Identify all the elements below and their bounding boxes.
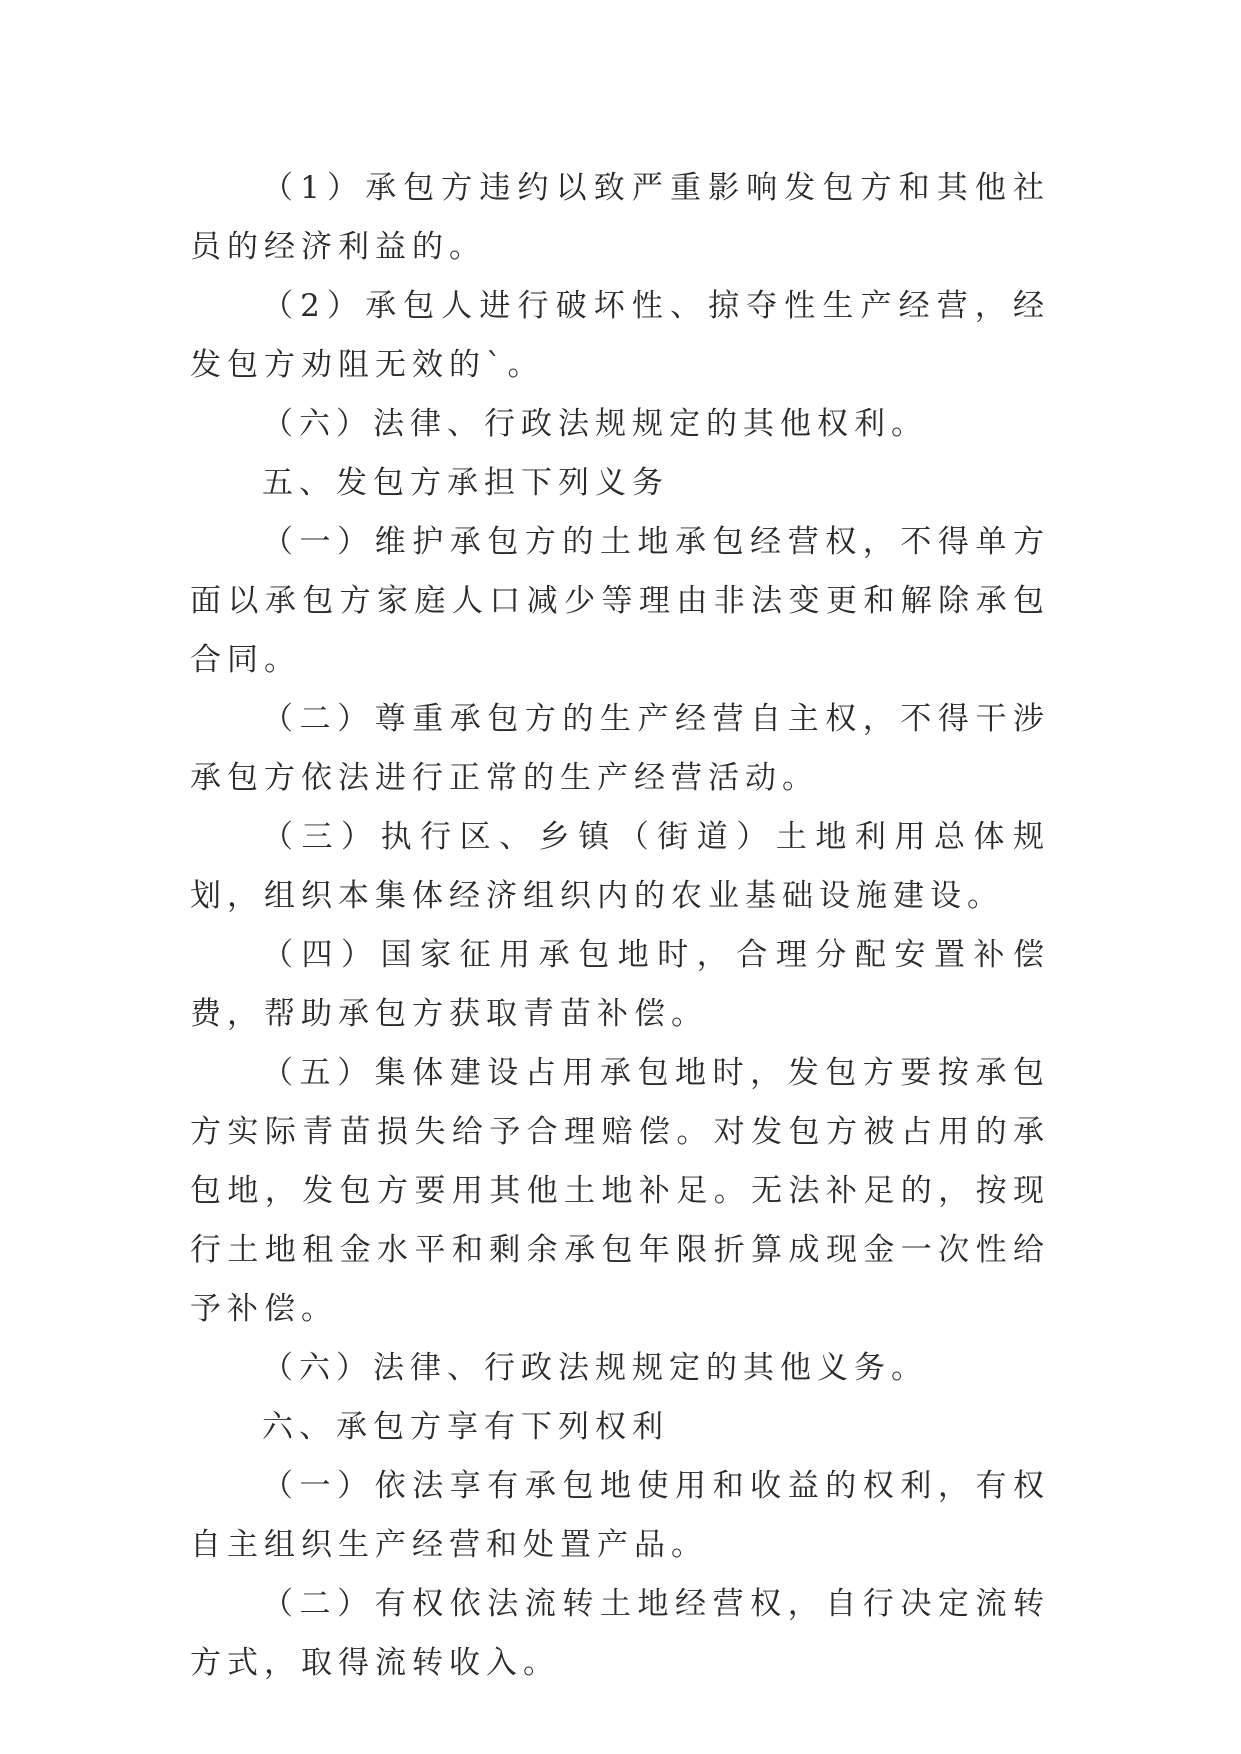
document-body [190,159,1050,1693]
paragraph-other-rights: （六）法律、行政法规规定的其他权利。 [262,406,928,442]
paragraph-other-obligations: （六）法律、行政法规规定的其他义务。 [262,1350,928,1386]
paragraph-expropriation-compensation: （四）国家征用承包地时，合理分配安置补偿费，帮助承包方获取青苗补偿。 [190,937,1050,1032]
paragraph-use-and-income-rights: （一）依法享有承包地使用和收益的权利，有权自主组织生产经营和处置产品。 [190,1468,1050,1563]
section-heading-contractor-obligations: 五、发包方承担下列义务 [262,465,669,501]
paragraph-maintain-contract-rights: （一）维护承包方的土地承包经营权，不得单方面以承包方家庭人口减少等理由非法变更和解除承包合同。 [190,524,1050,678]
paragraph-destructive-operation: （2）承包人进行破坏性、掠夺性生产经营，经发包方劝阻无效的`。 [190,288,1050,383]
section-heading-contractee-rights: 六、承包方享有下列权利 [262,1409,669,1445]
paragraph-collective-construction-compensation: （五）集体建设占用承包地时，发包方要按承包方实际青苗损失给予合理赔偿。对发包方被占用的承包地，发包方要用其他土地补足。无法补足的，按现行土地租金水平和剩余承包年限折算成现金一次性给予补偿。 [190,1055,1050,1327]
paragraph-respect-autonomy: （二）尊重承包方的生产经营自主权，不得干涉承包方依法进行正常的生产经营活动。 [190,701,1050,796]
paragraph-transfer-rights: （二）有权依法流转土地经营权，自行决定流转方式，取得流转收入。 [190,1586,1050,1681]
paragraph-land-use-planning: （三）执行区、乡镇（街道）土地利用总体规划，组织本集体经济组织内的农业基础设施建设。 [190,819,1050,914]
paragraph-breach-economic-interest: （1）承包方违约以致严重影响发包方和其他社员的经济利益的。 [190,170,1050,265]
